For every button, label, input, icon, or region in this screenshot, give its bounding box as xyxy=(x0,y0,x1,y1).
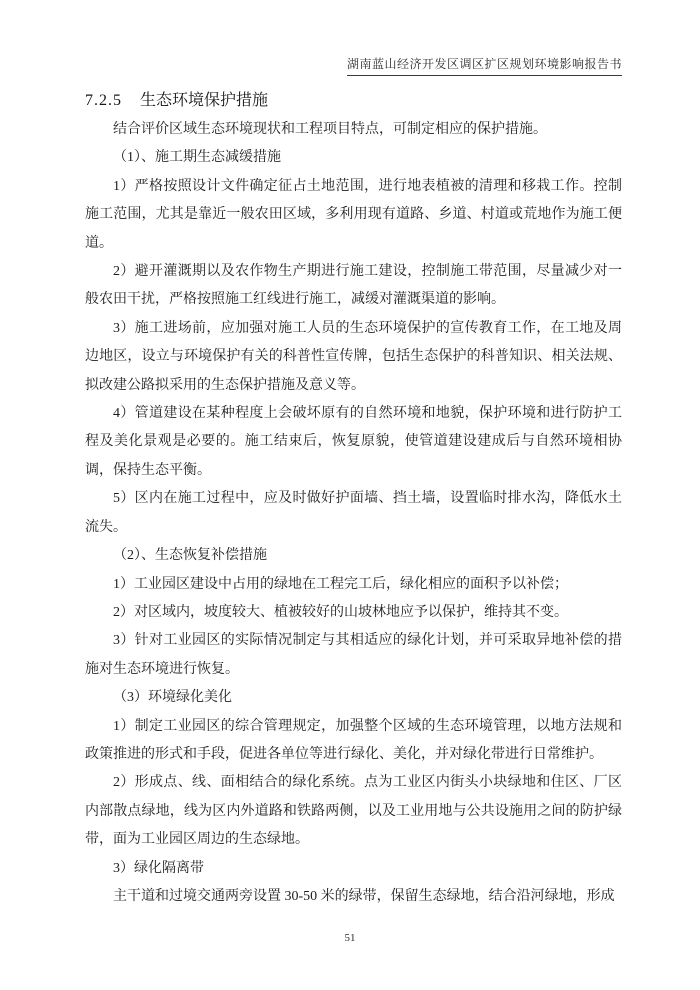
paragraph: 3）绿化隔离带 xyxy=(113,860,204,876)
paragraph: 1）制定工业园区的综合管理规定，加强整个区域的生态环境管理，以地方法规和政策推进的形式和手段，促进各单位等进行绿化、美化，并对绿化带进行日常维护。 xyxy=(85,718,622,762)
document-body xyxy=(85,86,622,911)
paragraph: （2）、生态恢复补偿措施 xyxy=(113,548,267,564)
paragraph: 3）针对工业园区的实际情况制定与其相适应的绿化计划，并可采取异地补偿的措施对生态环境进行恢复。 xyxy=(85,633,622,677)
paragraph: 结合评价区域生态环境现状和工程项目特点，可制定相应的保护措施。 xyxy=(113,122,547,137)
paragraph: 1）严格按照设计文件确定征占土地范围，进行地表植被的清理和移栽工作。控制施工范围，尤其是靠近一般农田区域，多利用现有道路、乡道、村道或荒地作为施工便道。 xyxy=(85,178,622,251)
paragraph: （3）环境绿化美化 xyxy=(113,690,232,706)
page-number: 51 xyxy=(344,932,356,944)
section-number: 7.2.5 xyxy=(85,92,122,109)
paragraph: 2）形成点、线、面相结合的绿化系统。点为工业区内街头小块绿地和住区、厂区内部散点绿地，线为区内外道路和铁路两侧，以及工业用地与公共设施用之间的防护绿带，面为工业园区周边的生态绿地。 xyxy=(85,775,622,848)
section-title: 生态环境保护措施 xyxy=(140,92,269,109)
paragraph: （1）、施工期生态减缓措施 xyxy=(113,150,281,166)
header-title: 湖南蓝山经济开发区调区扩区规划环境影响报告书 xyxy=(347,56,622,76)
paragraph: 4）管道建设在某种程度上会破坏原有的自然环境和地貌，保护环境和进行防护工程及美化景观是必要的。施工结束后，恢复原貌，使管道建设建成后与自然环境相协调，保持生态平衡。 xyxy=(85,406,622,478)
paragraph-list xyxy=(85,116,622,911)
paragraph: 1）工业园区建设中占用的绿地在工程完工后，绿化相应的面积予以补偿； xyxy=(113,576,568,592)
page-footer xyxy=(0,932,700,944)
section-heading xyxy=(85,86,622,116)
paragraph: 2）避开灌溉期以及农作物生产期进行施工建设，控制施工带范围，尽量减少对一般农田干扰，严格按照施工红线进行施工，减缓对灌溉渠道的影响。 xyxy=(85,264,622,308)
paragraph: 3）施工进场前，应加强对施工人员的生态环境保护的宣传教育工作，在工地及周边地区，设立与环境保护有关的科普性宣传牌，包括生态保护的科普知识、相关法规、拟改建公路拟采用的生态保护措施及意义等。 xyxy=(85,320,622,393)
page-header xyxy=(0,56,622,76)
paragraph: 5）区内在施工过程中，应及时做好护面墙、挡土墙，设置临时排水沟，降低水土流失。 xyxy=(85,491,622,535)
paragraph: 主干道和过境交通两旁设置 30-50 米的绿带，保留生态绿地，结合沿河绿地，形成 xyxy=(113,888,615,904)
paragraph: 2）对区域内，坡度较大、植被较好的山坡林地应予以保护，维持其不变。 xyxy=(113,604,568,620)
